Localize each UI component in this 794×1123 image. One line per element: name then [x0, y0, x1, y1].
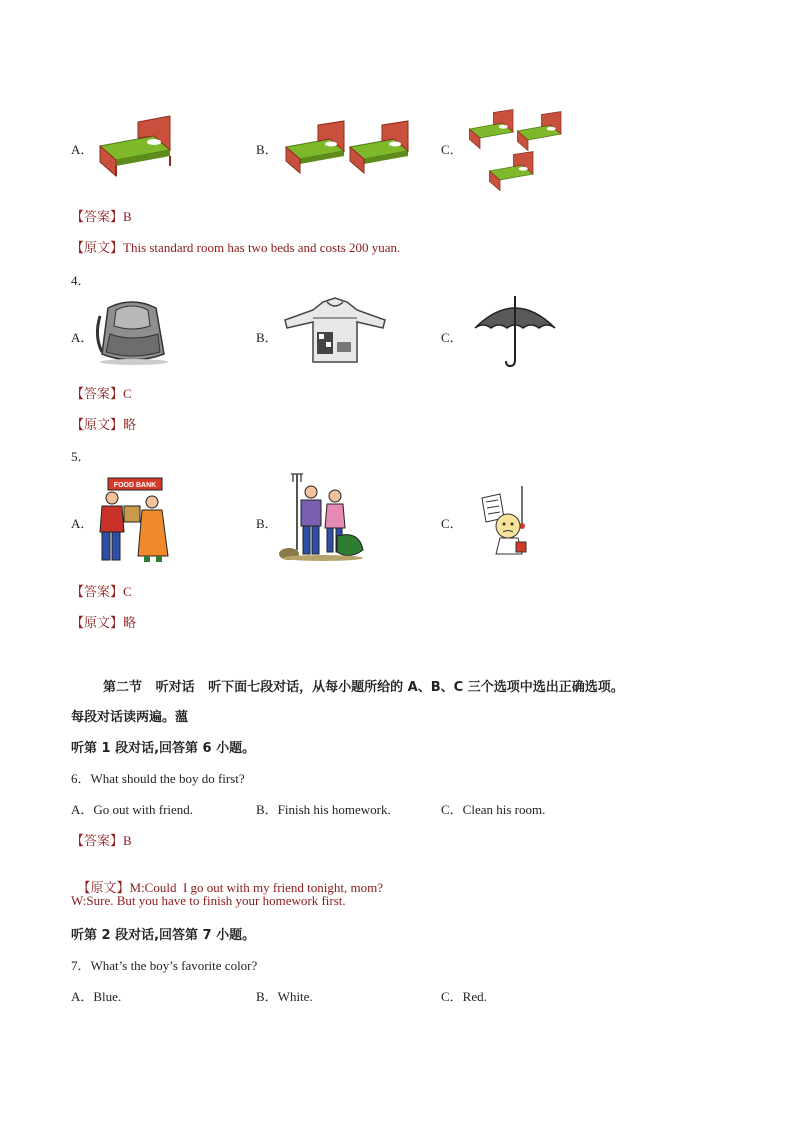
source-text: This standard room has two beds and costs 200 yuan.: [123, 240, 401, 255]
dialog2-option-c: C．Red.: [441, 989, 487, 1004]
q3-option-b-letter: B．: [256, 142, 278, 157]
dialog1-intro: 听第 1 段对话,回答第 6 小题。: [71, 741, 256, 756]
q5-option-c-letter: C．: [441, 516, 463, 531]
answer-label: 【答案】: [71, 386, 124, 401]
q4-source: [71, 414, 136, 433]
dialog1-option-a: A．Go out with friend.: [71, 802, 194, 817]
answer-label: 【答案】: [71, 584, 124, 599]
source-text: 略: [123, 615, 137, 630]
umbrella-icon: [475, 296, 555, 366]
q3-source: [71, 237, 400, 256]
jacket-picture: [283, 296, 387, 364]
answer-value: C: [123, 386, 132, 401]
dialog1-source: [71, 861, 383, 896]
section2-heading-line1: 第二节 听对话 听下面七段对话，从每小题所给的 A、B、C 三个选项中选出正确选项。: [103, 680, 624, 695]
q5-option-b-letter: B．: [256, 516, 278, 531]
dialog1-question: 6．What should the boy do first?: [71, 771, 245, 786]
answer-value: B: [123, 209, 132, 224]
q4-option-b-letter: B．: [256, 330, 278, 345]
single-bed-picture: [96, 114, 172, 178]
q3-option-a-letter: A．: [71, 142, 94, 157]
q4-answer: [71, 383, 132, 402]
gardening-icon: [279, 474, 363, 561]
bed-icon-1: [286, 121, 344, 173]
q3-answer: [71, 206, 132, 225]
sick-boy-icon: [482, 486, 526, 554]
q5-answer: [71, 581, 132, 600]
dialog1-answer: [71, 830, 132, 849]
food-bank-sign-text: FOOD BANK: [113, 482, 157, 489]
q4-option-a-letter: A．: [71, 330, 94, 345]
answer-value: B: [123, 833, 132, 848]
dialog2-option-b: B．White.: [256, 989, 313, 1004]
source-label: 【原文】: [71, 417, 124, 432]
source-label: 【原文】: [71, 615, 124, 630]
jacket-icon: [285, 298, 385, 362]
bed-icon-2: [518, 112, 562, 151]
bed-icon-1: [470, 110, 514, 149]
bed-icon-2: [350, 121, 408, 173]
two-beds-picture: [284, 119, 412, 175]
answer-label: 【答案】: [71, 209, 124, 224]
q3-option-c-letter: C．: [441, 142, 463, 157]
dialog2-question: 7．What’s the boy’s favorite color?: [71, 958, 258, 973]
sick-boy-picture: [478, 484, 534, 558]
food-bank-picture: [94, 476, 174, 564]
q4-option-c-letter: C．: [441, 330, 463, 345]
section2-heading-line2: 每段对话读两遍。薀: [71, 710, 189, 725]
source-label: 【原文】: [77, 880, 130, 895]
dialog1-option-b: B．Finish his homework.: [256, 802, 391, 817]
bed-icon: [100, 116, 170, 176]
source-text: 略: [123, 417, 137, 432]
q5-option-a-letter: A．: [71, 516, 94, 531]
food-bank-icon: [100, 478, 168, 562]
q4-number: 4．: [71, 273, 91, 288]
dialog2-option-a: A．Blue.: [71, 989, 122, 1004]
answer-value: C: [123, 584, 132, 599]
dialog2-intro: 听第 2 段对话,回答第 7 小题。: [71, 928, 256, 943]
answer-label: 【答案】: [71, 833, 124, 848]
umbrella-picture: [473, 294, 557, 368]
three-beds-picture: [468, 108, 564, 190]
bed-icon-3: [490, 152, 534, 191]
backpack-picture: [94, 296, 172, 366]
gardening-picture: [279, 470, 367, 562]
q5-number: 5．: [71, 449, 91, 464]
source-line1: M:Could I go out with my friend tonight, mom?: [129, 880, 384, 895]
source-label: 【原文】: [71, 240, 124, 255]
dialog1-option-c: C．Clean his room.: [441, 802, 546, 817]
backpack-icon: [97, 302, 168, 365]
q5-source: [71, 612, 136, 631]
dialog1-source-line2: W:Sure. But you have to finish your homework first.: [71, 893, 346, 908]
